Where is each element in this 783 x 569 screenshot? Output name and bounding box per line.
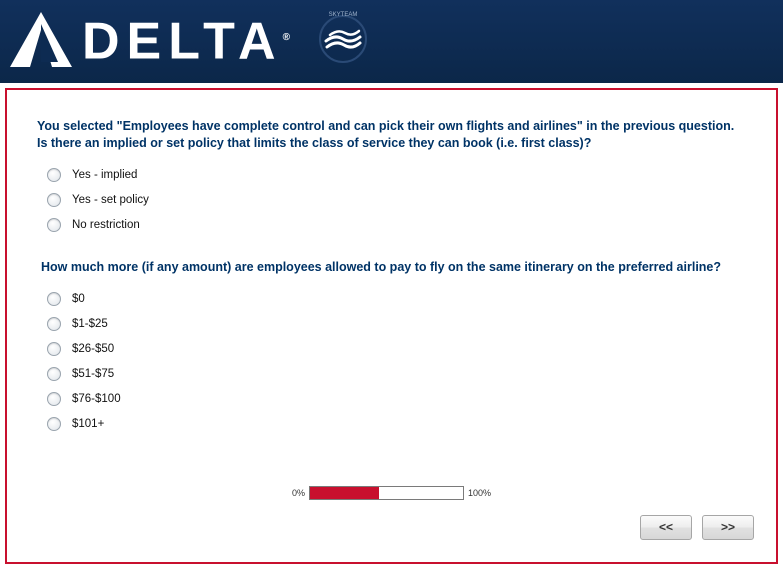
radio-option[interactable] [47, 361, 746, 386]
radio-icon[interactable] [47, 367, 61, 381]
radio-option[interactable] [47, 162, 746, 187]
navigation-buttons [640, 515, 754, 540]
radio-icon[interactable] [47, 317, 61, 331]
option-label: $26-$50 [72, 342, 115, 355]
svg-text:SKYTEAM: SKYTEAM [328, 12, 358, 18]
radio-icon[interactable] [47, 168, 61, 182]
registered-mark: ® [282, 32, 290, 44]
option-label: Yes - set policy [72, 193, 149, 206]
radio-icon[interactable] [47, 292, 61, 306]
radio-icon[interactable] [47, 342, 61, 356]
progress-bar-track [309, 486, 464, 500]
radio-option[interactable] [47, 411, 746, 436]
option-label: Yes - implied [72, 168, 138, 181]
radio-option[interactable] [47, 187, 746, 212]
radio-option[interactable] [47, 386, 746, 411]
delta-triangle-icon [8, 10, 74, 70]
radio-option[interactable] [47, 311, 746, 336]
question-2-text: How much more (if any amount) are employees allowed to pay to fly on the same itinerary on the preferred airline? [41, 260, 722, 274]
radio-option[interactable] [47, 212, 746, 237]
brand-wordmark: DELTA® [82, 12, 290, 71]
survey-panel [5, 88, 778, 564]
radio-icon[interactable] [47, 218, 61, 232]
option-label: $101+ [72, 417, 105, 430]
option-label: $76-$100 [72, 392, 121, 405]
radio-option[interactable] [47, 286, 746, 311]
radio-icon[interactable] [47, 417, 61, 431]
question-1-options [47, 162, 746, 237]
radio-icon[interactable] [47, 193, 61, 207]
question-1-text: You selected "Employees have complete control and can pick their own flights and airlines" in the previous question. Is there an implied or set policy that limits the class of service they can book (i.e. first class)? [37, 119, 735, 150]
radio-icon[interactable] [47, 392, 61, 406]
progress-indicator [7, 486, 776, 500]
progress-min-label: 0% [291, 488, 305, 498]
next-button[interactable]: >> [702, 515, 754, 540]
option-label: $1-$25 [72, 317, 108, 330]
option-label: No restriction [72, 218, 140, 231]
radio-option[interactable] [47, 336, 746, 361]
option-label: $0 [72, 292, 85, 305]
progress-bar-fill [310, 487, 379, 499]
skyteam-logo-icon [312, 8, 374, 70]
back-button[interactable]: << [640, 515, 692, 540]
site-header [0, 0, 783, 83]
progress-max-label: 100% [467, 488, 492, 498]
section-spacer [37, 237, 746, 259]
option-label: $51-$75 [72, 367, 115, 380]
question-2-options [47, 286, 746, 436]
delta-logo [8, 10, 290, 70]
